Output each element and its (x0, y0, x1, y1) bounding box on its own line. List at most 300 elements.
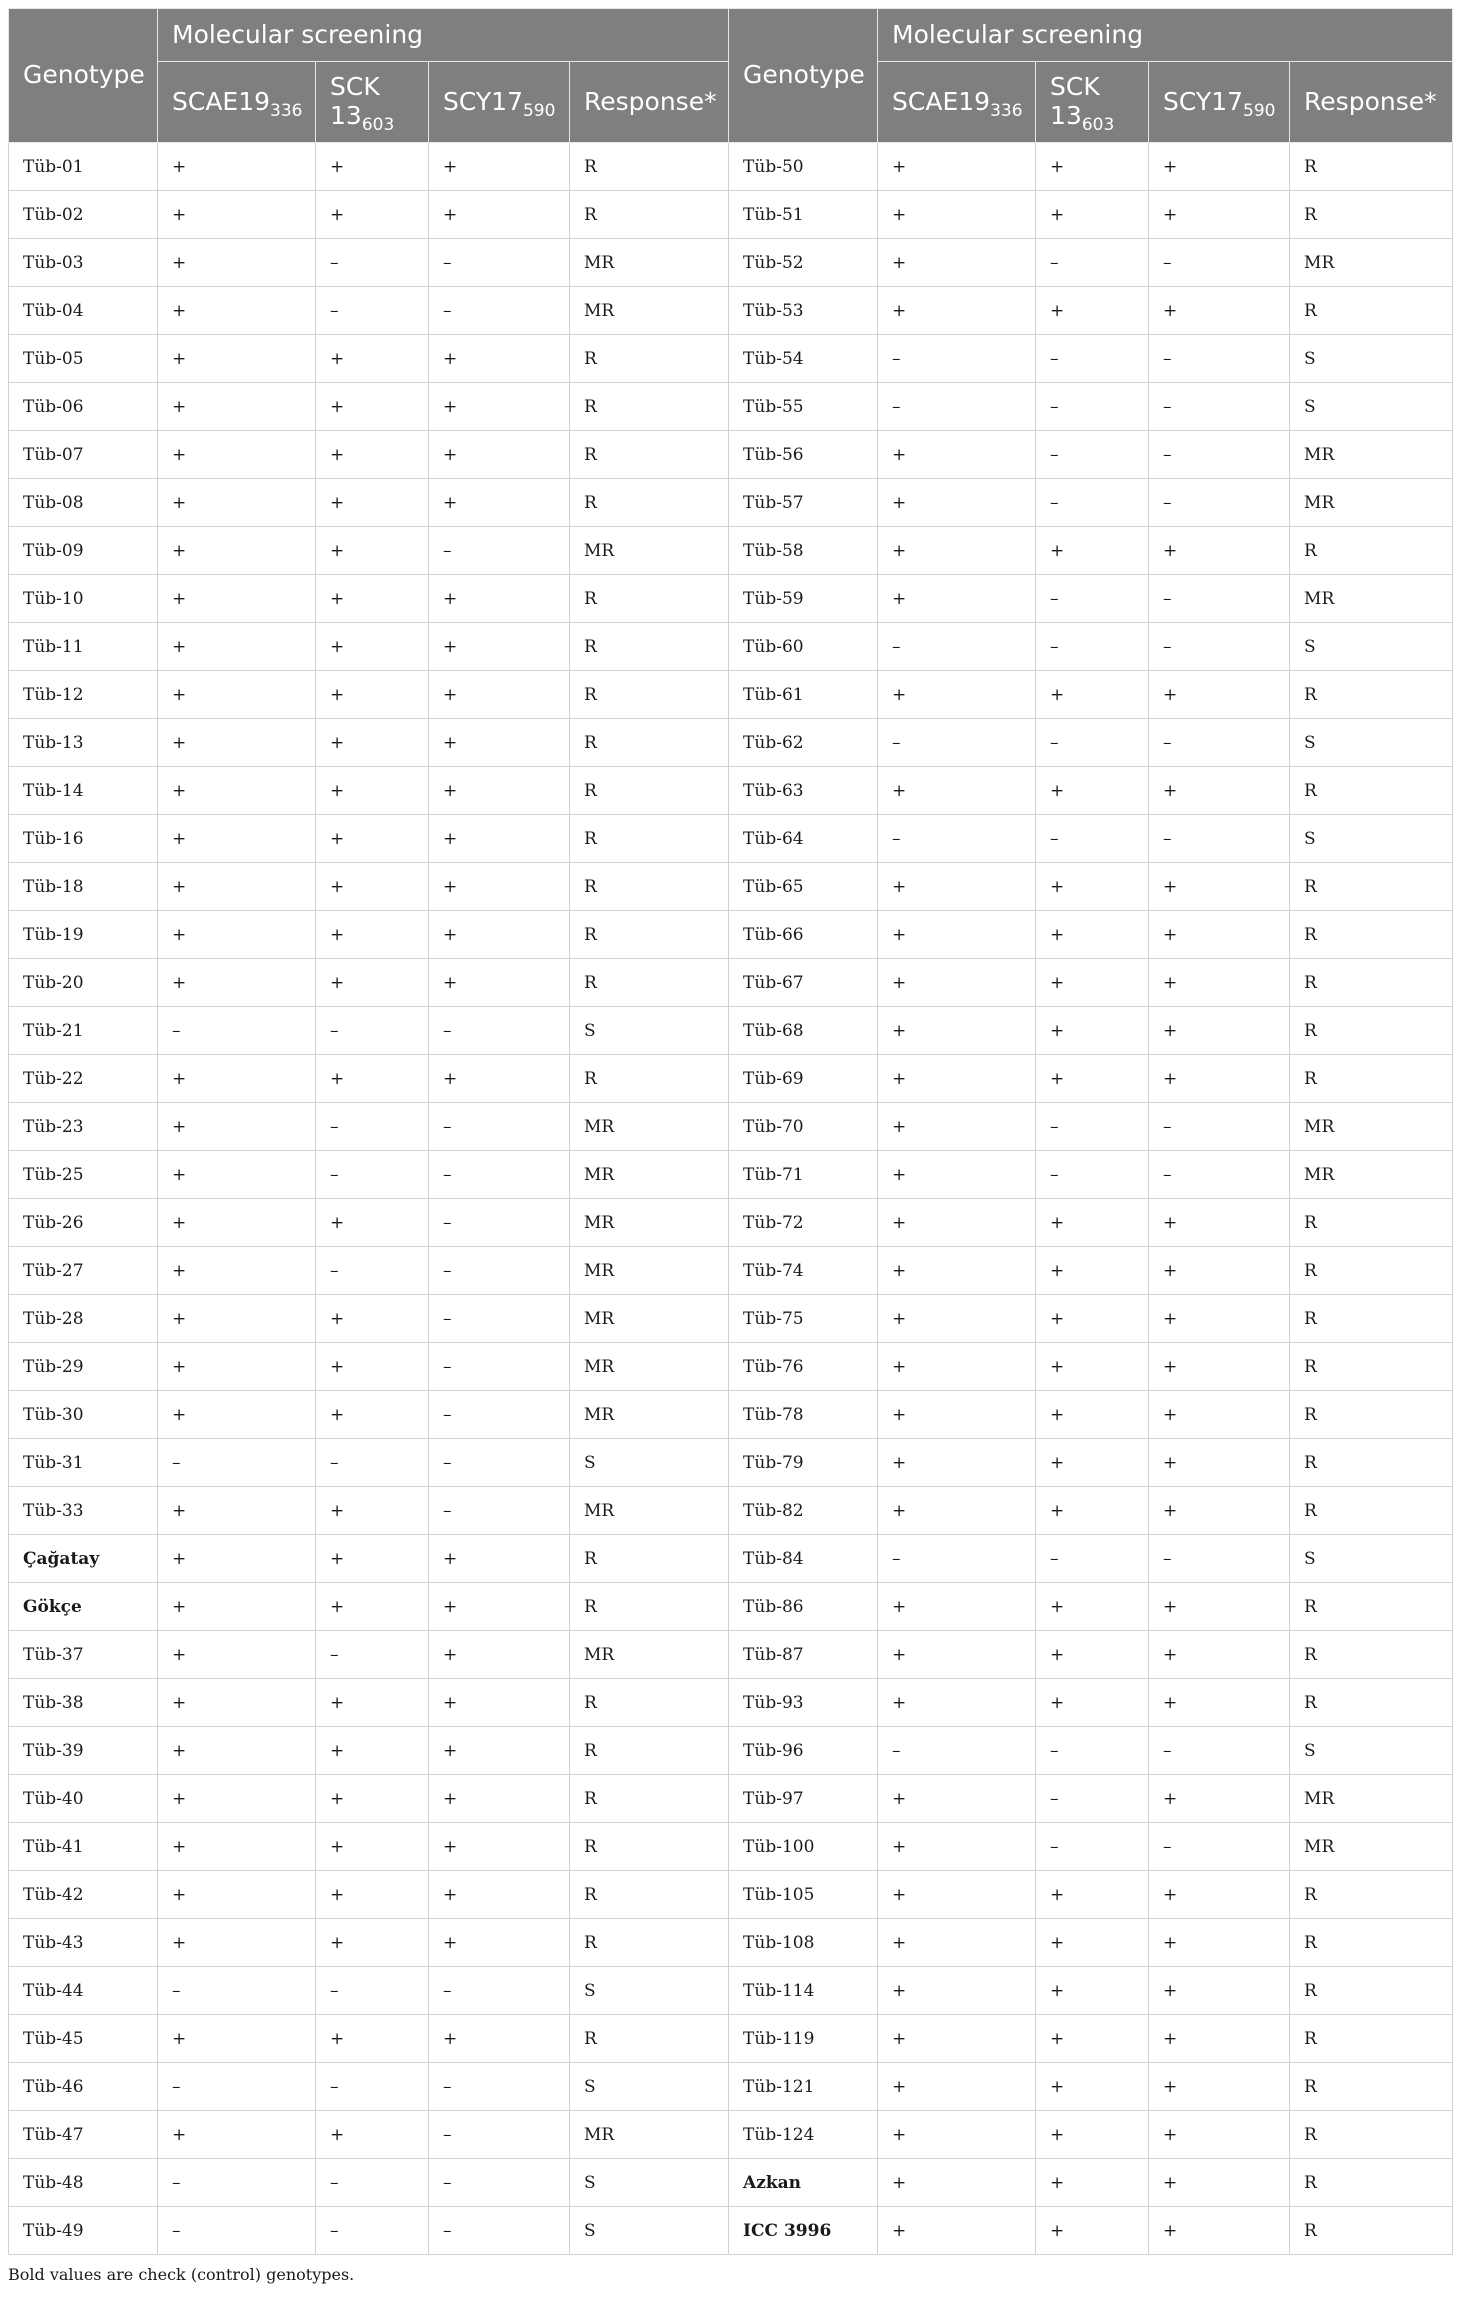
marker-cell-right: + (878, 431, 1036, 479)
table-row (9, 1151, 1453, 1199)
marker-cell-left: – (429, 1391, 570, 1439)
response-cell-left: MR (570, 1199, 729, 1247)
marker-cell-right: + (878, 239, 1036, 287)
response-cell-left: R (570, 191, 729, 239)
marker-cell-left: + (429, 1775, 570, 1823)
marker-cell-left: + (158, 287, 316, 335)
genotype-cell-left: Tüb-11 (9, 623, 158, 671)
table-row (9, 1391, 1453, 1439)
marker-cell-right: + (878, 287, 1036, 335)
genotype-cell-left: Tüb-43 (9, 1919, 158, 1967)
response-cell-right: R (1290, 1967, 1453, 2015)
genotype-cell-right: Tüb-124 (729, 2111, 878, 2159)
marker-cell-right: + (878, 2063, 1036, 2111)
marker-cell-left: + (316, 1727, 429, 1775)
marker-cell-left: – (429, 1247, 570, 1295)
marker-cell-right: – (1149, 1823, 1290, 1871)
marker-cell-left: + (158, 1391, 316, 1439)
table-row (9, 1727, 1453, 1775)
response-cell-right: R (1290, 2207, 1453, 2255)
marker-cell-right: – (1149, 383, 1290, 431)
marker-cell-right: + (878, 1871, 1036, 1919)
marker-cell-right: + (878, 1055, 1036, 1103)
marker-cell-left: – (316, 2159, 429, 2207)
marker-cell-right: + (1036, 1583, 1149, 1631)
response-cell-right: R (1290, 1439, 1453, 1487)
marker-cell-left: + (429, 767, 570, 815)
marker-cell-left: + (429, 431, 570, 479)
marker-cell-right: – (1036, 719, 1149, 767)
marker-cell-right: + (1036, 191, 1149, 239)
response-cell-right: R (1290, 2063, 1453, 2111)
header-molecular-screening: Molecular screening (158, 9, 729, 62)
table-row (9, 1103, 1453, 1151)
genotype-cell-right: Tüb-64 (729, 815, 878, 863)
table-row (9, 287, 1453, 335)
genotype-cell-right: Tüb-53 (729, 287, 878, 335)
genotype-cell-left: Tüb-13 (9, 719, 158, 767)
response-cell-right: R (1290, 2159, 1453, 2207)
genotype-cell-left: Tüb-27 (9, 1247, 158, 1295)
genotype-cell-right: Tüb-66 (729, 911, 878, 959)
marker-cell-right: + (1149, 1247, 1290, 1295)
response-cell-left: R (570, 431, 729, 479)
marker-cell-right: + (1149, 1583, 1290, 1631)
genotype-cell-left: Tüb-22 (9, 1055, 158, 1103)
genotype-cell-right: Tüb-63 (729, 767, 878, 815)
genotype-cell-left: Tüb-41 (9, 1823, 158, 1871)
genotype-cell-right: Tüb-71 (729, 1151, 878, 1199)
marker-cell-right: + (1036, 767, 1149, 815)
marker-cell-left: + (158, 767, 316, 815)
response-cell-right: R (1290, 2111, 1453, 2159)
marker-cell-left: – (316, 1247, 429, 1295)
marker-cell-right: + (878, 671, 1036, 719)
genotype-cell-left: Çağatay (9, 1535, 158, 1583)
response-cell-right: R (1290, 527, 1453, 575)
marker-cell-left: – (316, 1151, 429, 1199)
marker-cell-left: – (429, 1487, 570, 1535)
genotype-cell-left: Tüb-06 (9, 383, 158, 431)
marker-cell-right: + (1036, 1295, 1149, 1343)
genotype-cell-left: Tüb-09 (9, 527, 158, 575)
response-cell-left: MR (570, 1151, 729, 1199)
marker-cell-right: + (878, 1007, 1036, 1055)
marker-cell-left: + (316, 1775, 429, 1823)
marker-cell-left: + (429, 959, 570, 1007)
table-row (9, 1343, 1453, 1391)
marker-cell-right: + (1149, 1487, 1290, 1535)
header-genotype: Genotype (729, 9, 878, 143)
genotype-cell-left: Tüb-02 (9, 191, 158, 239)
marker-cell-left: + (316, 863, 429, 911)
header-marker-scy17: $SCY17_{590}$ (429, 62, 570, 143)
marker-cell-right: + (878, 527, 1036, 575)
marker-cell-right: – (1149, 1727, 1290, 1775)
table-row (9, 1247, 1453, 1295)
marker-cell-left: + (429, 911, 570, 959)
table-row (9, 1631, 1453, 1679)
response-cell-right: R (1290, 1247, 1453, 1295)
genotype-cell-right: Tüb-82 (729, 1487, 878, 1535)
marker-cell-right: + (878, 1391, 1036, 1439)
marker-cell-left: + (158, 863, 316, 911)
marker-cell-right: – (1036, 239, 1149, 287)
table-row (9, 2207, 1453, 2255)
marker-cell-left: + (158, 1679, 316, 1727)
marker-cell-left: + (429, 1631, 570, 1679)
header-molecular-screening: Molecular screening (878, 9, 1453, 62)
marker-cell-right: + (1149, 1343, 1290, 1391)
marker-cell-left: + (316, 623, 429, 671)
genotype-cell-left: Tüb-31 (9, 1439, 158, 1487)
table-row (9, 335, 1453, 383)
marker-cell-right: – (1149, 1535, 1290, 1583)
genotype-cell-right: Tüb-57 (729, 479, 878, 527)
genotype-cell-left: Tüb-23 (9, 1103, 158, 1151)
marker-cell-right: + (1149, 527, 1290, 575)
marker-cell-right: – (1036, 479, 1149, 527)
marker-cell-right: – (1149, 575, 1290, 623)
response-cell-left: R (570, 863, 729, 911)
marker-cell-right: + (1036, 863, 1149, 911)
marker-cell-right: + (1036, 1247, 1149, 1295)
marker-cell-left: + (158, 527, 316, 575)
response-cell-left: S (570, 2159, 729, 2207)
marker-cell-left: + (158, 1919, 316, 1967)
genotype-cell-left: Tüb-08 (9, 479, 158, 527)
response-cell-left: S (570, 2207, 729, 2255)
marker-cell-left: + (316, 2015, 429, 2063)
marker-cell-right: + (1036, 1199, 1149, 1247)
marker-cell-left: + (316, 719, 429, 767)
marker-cell-left: – (429, 1967, 570, 2015)
marker-cell-left: + (429, 1919, 570, 1967)
table-row (9, 575, 1453, 623)
marker-cell-left: + (316, 911, 429, 959)
genotype-cell-left: Tüb-18 (9, 863, 158, 911)
marker-cell-left: + (316, 1391, 429, 1439)
genotype-cell-right: Tüb-67 (729, 959, 878, 1007)
marker-cell-right: + (878, 1151, 1036, 1199)
marker-cell-left: + (158, 1055, 316, 1103)
marker-cell-left: + (429, 1055, 570, 1103)
table-row (9, 1487, 1453, 1535)
marker-cell-right: + (878, 1775, 1036, 1823)
marker-cell-right: + (1149, 1007, 1290, 1055)
marker-cell-right: – (878, 719, 1036, 767)
genotype-cell-right: Tüb-96 (729, 1727, 878, 1775)
genotype-cell-right: Tüb-72 (729, 1199, 878, 1247)
response-cell-left: MR (570, 1343, 729, 1391)
header-response: Response* (570, 62, 729, 143)
table-row (9, 431, 1453, 479)
marker-cell-left: + (158, 1103, 316, 1151)
marker-cell-right: – (878, 1535, 1036, 1583)
marker-cell-left: + (158, 1151, 316, 1199)
response-cell-left: MR (570, 1103, 729, 1151)
marker-cell-left: + (158, 1247, 316, 1295)
response-cell-right: MR (1290, 479, 1453, 527)
marker-cell-left: + (316, 1919, 429, 1967)
genotype-cell-right: Tüb-75 (729, 1295, 878, 1343)
marker-cell-left: + (316, 671, 429, 719)
response-cell-left: R (570, 1679, 729, 1727)
response-cell-left: S (570, 1439, 729, 1487)
marker-cell-right: + (1149, 287, 1290, 335)
marker-cell-right: + (878, 479, 1036, 527)
marker-cell-right: + (878, 1583, 1036, 1631)
marker-cell-right: + (1149, 191, 1290, 239)
marker-cell-left: + (158, 1487, 316, 1535)
genotype-cell-right: Tüb-119 (729, 2015, 878, 2063)
marker-cell-left: – (158, 2207, 316, 2255)
marker-cell-right: – (1036, 1151, 1149, 1199)
marker-cell-left: + (316, 1343, 429, 1391)
marker-cell-right: – (1036, 1823, 1149, 1871)
marker-cell-right: + (1149, 959, 1290, 1007)
table-body (9, 143, 1453, 2255)
marker-cell-left: + (158, 191, 316, 239)
genotype-cell-right: Tüb-59 (729, 575, 878, 623)
marker-cell-right: + (1149, 2063, 1290, 2111)
marker-cell-left: + (429, 623, 570, 671)
table-row (9, 671, 1453, 719)
table-row (9, 143, 1453, 191)
marker-cell-right: – (1036, 1775, 1149, 1823)
genotype-cell-left: Tüb-12 (9, 671, 158, 719)
response-cell-right: R (1290, 1055, 1453, 1103)
genotype-cell-left: Tüb-44 (9, 1967, 158, 2015)
marker-cell-right: + (878, 863, 1036, 911)
response-cell-right: MR (1290, 1151, 1453, 1199)
marker-cell-right: + (1036, 959, 1149, 1007)
marker-cell-right: + (1036, 1967, 1149, 2015)
table-row (9, 1199, 1453, 1247)
table-row (9, 2111, 1453, 2159)
marker-cell-left: + (316, 1583, 429, 1631)
marker-cell-right: + (878, 1919, 1036, 1967)
marker-cell-left: + (158, 1727, 316, 1775)
marker-cell-left: + (158, 815, 316, 863)
genotype-cell-left: Tüb-28 (9, 1295, 158, 1343)
response-cell-left: MR (570, 1487, 729, 1535)
marker-cell-right: + (1149, 671, 1290, 719)
marker-cell-left: – (429, 287, 570, 335)
genotype-cell-left: Tüb-30 (9, 1391, 158, 1439)
table-row (9, 191, 1453, 239)
header-marker-sck13: SCK $13_{603}$ (1036, 62, 1149, 143)
marker-cell-left: – (429, 239, 570, 287)
marker-cell-left: + (158, 1535, 316, 1583)
marker-cell-right: + (1149, 863, 1290, 911)
genotype-cell-left: Tüb-49 (9, 2207, 158, 2255)
marker-cell-right: + (1036, 143, 1149, 191)
marker-cell-left: + (158, 1775, 316, 1823)
marker-cell-left: + (429, 719, 570, 767)
response-cell-left: R (570, 1919, 729, 1967)
marker-cell-left: – (316, 239, 429, 287)
marker-cell-right: – (1149, 479, 1290, 527)
response-cell-right: R (1290, 1631, 1453, 1679)
marker-cell-left: + (429, 1583, 570, 1631)
marker-cell-right: – (1036, 575, 1149, 623)
marker-cell-right: + (1149, 1295, 1290, 1343)
page (8, 8, 1452, 2284)
genotype-cell-right: Tüb-68 (729, 1007, 878, 1055)
marker-cell-right: + (1149, 767, 1290, 815)
marker-cell-right: + (878, 2207, 1036, 2255)
response-cell-right: MR (1290, 1103, 1453, 1151)
response-cell-right: R (1290, 863, 1453, 911)
table-row (9, 479, 1453, 527)
response-cell-right: S (1290, 719, 1453, 767)
marker-cell-left: + (429, 143, 570, 191)
response-cell-left: MR (570, 1631, 729, 1679)
table-row (9, 1871, 1453, 1919)
marker-cell-right: + (878, 575, 1036, 623)
marker-cell-left: – (158, 2159, 316, 2207)
marker-cell-right: + (1036, 2063, 1149, 2111)
marker-cell-right: + (1036, 1919, 1149, 1967)
marker-cell-left: + (158, 239, 316, 287)
marker-cell-left: + (429, 671, 570, 719)
marker-cell-right: + (1149, 1775, 1290, 1823)
marker-cell-right: – (1149, 1151, 1290, 1199)
marker-cell-left: + (429, 1727, 570, 1775)
response-cell-left: MR (570, 527, 729, 575)
genotype-cell-right: Tüb-76 (729, 1343, 878, 1391)
marker-cell-right: + (878, 911, 1036, 959)
genotype-cell-left: Tüb-37 (9, 1631, 158, 1679)
marker-cell-right: + (1036, 2111, 1149, 2159)
marker-cell-right: + (1149, 143, 1290, 191)
marker-cell-right: + (1036, 2015, 1149, 2063)
marker-cell-right: + (878, 1199, 1036, 1247)
genotype-cell-right: Tüb-86 (729, 1583, 878, 1631)
marker-cell-left: + (158, 959, 316, 1007)
marker-cell-right: + (878, 1343, 1036, 1391)
table-row (9, 1919, 1453, 1967)
genotype-cell-right: Tüb-78 (729, 1391, 878, 1439)
genotype-cell-right: Tüb-61 (729, 671, 878, 719)
genotype-cell-right: Tüb-55 (729, 383, 878, 431)
marker-cell-left: + (316, 575, 429, 623)
marker-cell-left: + (316, 1199, 429, 1247)
marker-cell-left: – (429, 1439, 570, 1487)
marker-cell-left: + (429, 1535, 570, 1583)
marker-cell-left: + (316, 1055, 429, 1103)
genotype-cell-left: Tüb-21 (9, 1007, 158, 1055)
genotype-cell-left: Tüb-38 (9, 1679, 158, 1727)
genotype-cell-left: Tüb-40 (9, 1775, 158, 1823)
marker-cell-right: + (878, 143, 1036, 191)
marker-cell-left: + (316, 191, 429, 239)
marker-cell-left: + (316, 767, 429, 815)
genotype-cell-right: Tüb-100 (729, 1823, 878, 1871)
genotype-cell-right: Tüb-58 (729, 527, 878, 575)
marker-cell-right: – (878, 383, 1036, 431)
response-cell-right: MR (1290, 575, 1453, 623)
table-row (9, 623, 1453, 671)
response-cell-left: R (570, 143, 729, 191)
marker-cell-left: + (158, 1343, 316, 1391)
genotype-cell-left: Tüb-05 (9, 335, 158, 383)
table-row (9, 1679, 1453, 1727)
genotype-cell-left: Tüb-48 (9, 2159, 158, 2207)
response-cell-left: S (570, 1007, 729, 1055)
genotype-cell-right: Tüb-87 (729, 1631, 878, 1679)
response-cell-right: R (1290, 287, 1453, 335)
response-cell-right: S (1290, 1535, 1453, 1583)
marker-cell-left: + (316, 2111, 429, 2159)
marker-cell-right: + (1149, 1967, 1290, 2015)
response-cell-right: R (1290, 143, 1453, 191)
response-cell-left: R (570, 719, 729, 767)
marker-cell-left: + (158, 1631, 316, 1679)
header-marker-sck13: SCK $13_{603}$ (316, 62, 429, 143)
table-row (9, 1823, 1453, 1871)
table-row (9, 239, 1453, 287)
response-cell-right: S (1290, 383, 1453, 431)
genotype-cell-left: Tüb-33 (9, 1487, 158, 1535)
marker-cell-left: + (316, 1487, 429, 1535)
marker-cell-right: + (878, 1487, 1036, 1535)
response-cell-left: R (570, 911, 729, 959)
marker-cell-right: – (1036, 383, 1149, 431)
marker-cell-right: + (1149, 2207, 1290, 2255)
table-row (9, 1439, 1453, 1487)
table-row (9, 767, 1453, 815)
marker-cell-right: + (1036, 1487, 1149, 1535)
marker-cell-right: + (1036, 1055, 1149, 1103)
response-cell-left: R (570, 623, 729, 671)
genotype-cell-left: Tüb-04 (9, 287, 158, 335)
genotype-cell-left: Tüb-01 (9, 143, 158, 191)
marker-cell-left: + (429, 575, 570, 623)
table-row (9, 1295, 1453, 1343)
response-cell-left: MR (570, 1247, 729, 1295)
marker-cell-left: – (429, 1151, 570, 1199)
marker-cell-left: + (158, 719, 316, 767)
table-row (9, 815, 1453, 863)
marker-cell-left: – (429, 2063, 570, 2111)
genotype-cell-left: Tüb-20 (9, 959, 158, 1007)
marker-cell-right: + (1149, 1679, 1290, 1727)
genotype-cell-left: Tüb-46 (9, 2063, 158, 2111)
response-cell-right: R (1290, 1487, 1453, 1535)
marker-cell-right: + (1149, 1055, 1290, 1103)
marker-cell-left: – (316, 2207, 429, 2255)
marker-cell-left: – (316, 2063, 429, 2111)
response-cell-left: S (570, 1967, 729, 2015)
response-cell-left: MR (570, 239, 729, 287)
marker-cell-right: + (1036, 1391, 1149, 1439)
marker-cell-right: + (1036, 1343, 1149, 1391)
genotype-table (8, 8, 1453, 2255)
marker-cell-left: + (429, 815, 570, 863)
response-cell-left: R (570, 335, 729, 383)
marker-cell-right: + (878, 2015, 1036, 2063)
marker-cell-right: – (1036, 335, 1149, 383)
genotype-cell-left: Tüb-47 (9, 2111, 158, 2159)
marker-cell-right: + (1149, 911, 1290, 959)
marker-cell-right: + (878, 2159, 1036, 2207)
marker-cell-right: – (1036, 815, 1149, 863)
table-row (9, 719, 1453, 767)
marker-cell-left: – (316, 1007, 429, 1055)
table-row (9, 1967, 1453, 2015)
